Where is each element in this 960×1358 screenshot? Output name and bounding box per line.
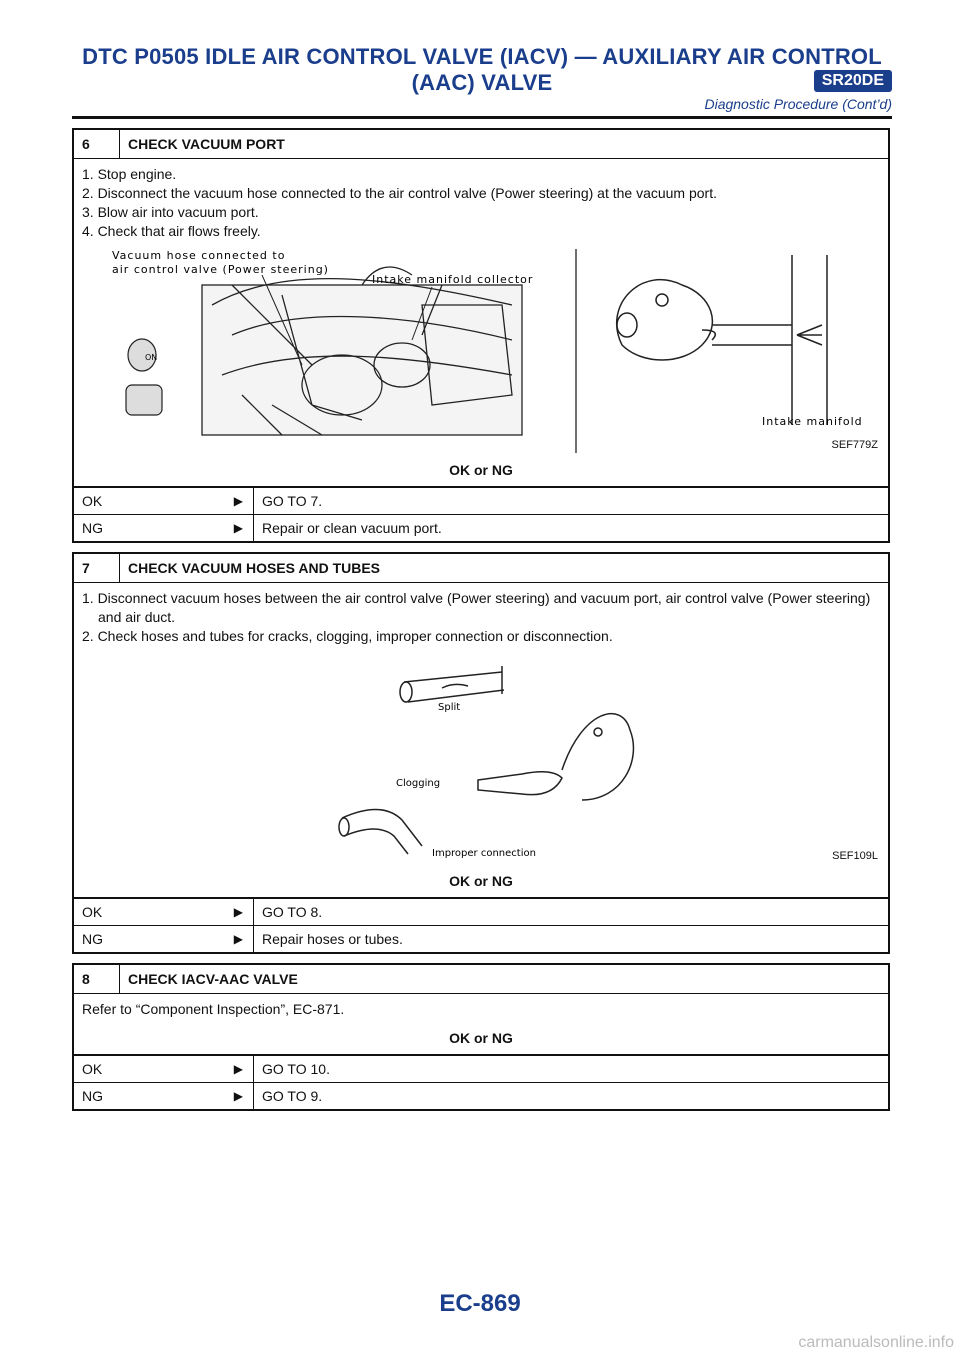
split-label: Split xyxy=(438,702,461,713)
hose-defects-illustration xyxy=(82,650,882,868)
clogging-label: Clogging xyxy=(396,778,441,789)
result-row-ok xyxy=(74,487,888,514)
page-subtitle: Diagnostic Procedure (Cont’d) xyxy=(704,96,892,112)
result-row-ok xyxy=(74,898,888,925)
step-8-header xyxy=(74,965,888,994)
title-line-1: DTC P0505 IDLE AIR CONTROL VALVE (IACV) — AUXILIARY AIR CONTROL xyxy=(82,44,882,69)
result-action: GO TO 9. xyxy=(262,1088,323,1104)
ok-or-ng-label: OK or NG xyxy=(449,873,513,889)
arrow-icon: ▶ xyxy=(233,905,243,919)
page-title xyxy=(72,44,892,96)
arrow-icon: ▶ xyxy=(233,932,243,946)
result-label: NG xyxy=(82,520,103,536)
arrow-icon: ▶ xyxy=(233,521,243,535)
result-row-ng xyxy=(74,925,888,952)
result-label: NG xyxy=(82,1088,103,1104)
step-title: CHECK VACUUM HOSES AND TUBES xyxy=(128,560,381,576)
figure-code: SEF109L xyxy=(832,850,878,862)
result-label: OK xyxy=(82,1061,103,1077)
title-line-2: (AAC) VALVE xyxy=(411,70,553,95)
step-title: CHECK VACUUM PORT xyxy=(128,136,285,152)
improper-connection-label: Improper connection xyxy=(432,848,536,859)
instruction-line: Refer to “Component Inspection”, EC-871. xyxy=(82,1001,345,1017)
engine-illustration xyxy=(82,245,882,457)
instruction-line: 3. Blow air into vacuum port. xyxy=(82,204,259,220)
result-action: GO TO 7. xyxy=(262,493,323,509)
step-6-body xyxy=(74,159,888,487)
ok-or-ng-label: OK or NG xyxy=(449,462,513,478)
watermark-text: carmanualsonline.info xyxy=(798,1334,954,1351)
step-number: 7 xyxy=(74,554,120,582)
result-action: Repair or clean vacuum port. xyxy=(262,520,442,536)
page-number: EC-869 xyxy=(439,1290,521,1317)
result-row-ng xyxy=(74,514,888,541)
instruction-line: 4. Check that air flows freely. xyxy=(82,223,261,239)
step-6-box xyxy=(72,128,890,543)
hose-label-line-1: Vacuum hose connected to xyxy=(112,249,286,262)
step-7-header xyxy=(74,554,888,583)
step-title: CHECK IACV-AAC VALVE xyxy=(128,971,298,987)
result-label: NG xyxy=(82,931,103,947)
result-label: OK xyxy=(82,904,103,920)
step-8-body xyxy=(74,994,888,1055)
engine-badge: SR20DE xyxy=(814,70,892,92)
arrow-icon: ▶ xyxy=(233,1062,243,1076)
vacuum-port-figure xyxy=(82,245,880,457)
arrow-icon: ▶ xyxy=(233,494,243,508)
collector-label: Intake manifold collector xyxy=(372,273,534,286)
instruction-line: 2. Check hoses and tubes for cracks, clogging, improper connection or disconnection. xyxy=(82,628,613,644)
result-row-ok xyxy=(74,1055,888,1082)
header-divider xyxy=(72,116,892,119)
result-action: GO TO 8. xyxy=(262,904,323,920)
instruction-line: 1. Disconnect vacuum hoses between the air control valve (Power steering) and vacuum port, air control valve (Power steering) and air duct. xyxy=(82,590,871,625)
step-7-box xyxy=(72,552,890,954)
result-row-ng xyxy=(74,1082,888,1109)
ok-or-ng-label: OK or NG xyxy=(449,1030,513,1046)
result-action: Repair hoses or tubes. xyxy=(262,931,403,947)
step-number: 6 xyxy=(74,130,120,158)
instruction-line: 1. Stop engine. xyxy=(82,166,177,182)
step-7-body xyxy=(74,583,888,898)
hose-defects-figure xyxy=(82,650,880,868)
step-8-box xyxy=(72,963,890,1111)
figure-code: SEF779Z xyxy=(831,439,878,451)
step-number: 8 xyxy=(74,965,120,993)
ignition-on-label: ON xyxy=(145,353,158,362)
instruction-line: 2. Disconnect the vacuum hose connected to the air control valve (Power steering) at the vacuum port. xyxy=(82,185,717,201)
intake-manifold-label: Intake manifold xyxy=(762,415,863,428)
result-action: GO TO 10. xyxy=(262,1061,330,1077)
result-label: OK xyxy=(82,493,103,509)
arrow-icon: ▶ xyxy=(233,1089,243,1103)
hose-label-line-2: air control valve (Power steering) xyxy=(112,263,329,276)
step-6-header xyxy=(74,130,888,159)
